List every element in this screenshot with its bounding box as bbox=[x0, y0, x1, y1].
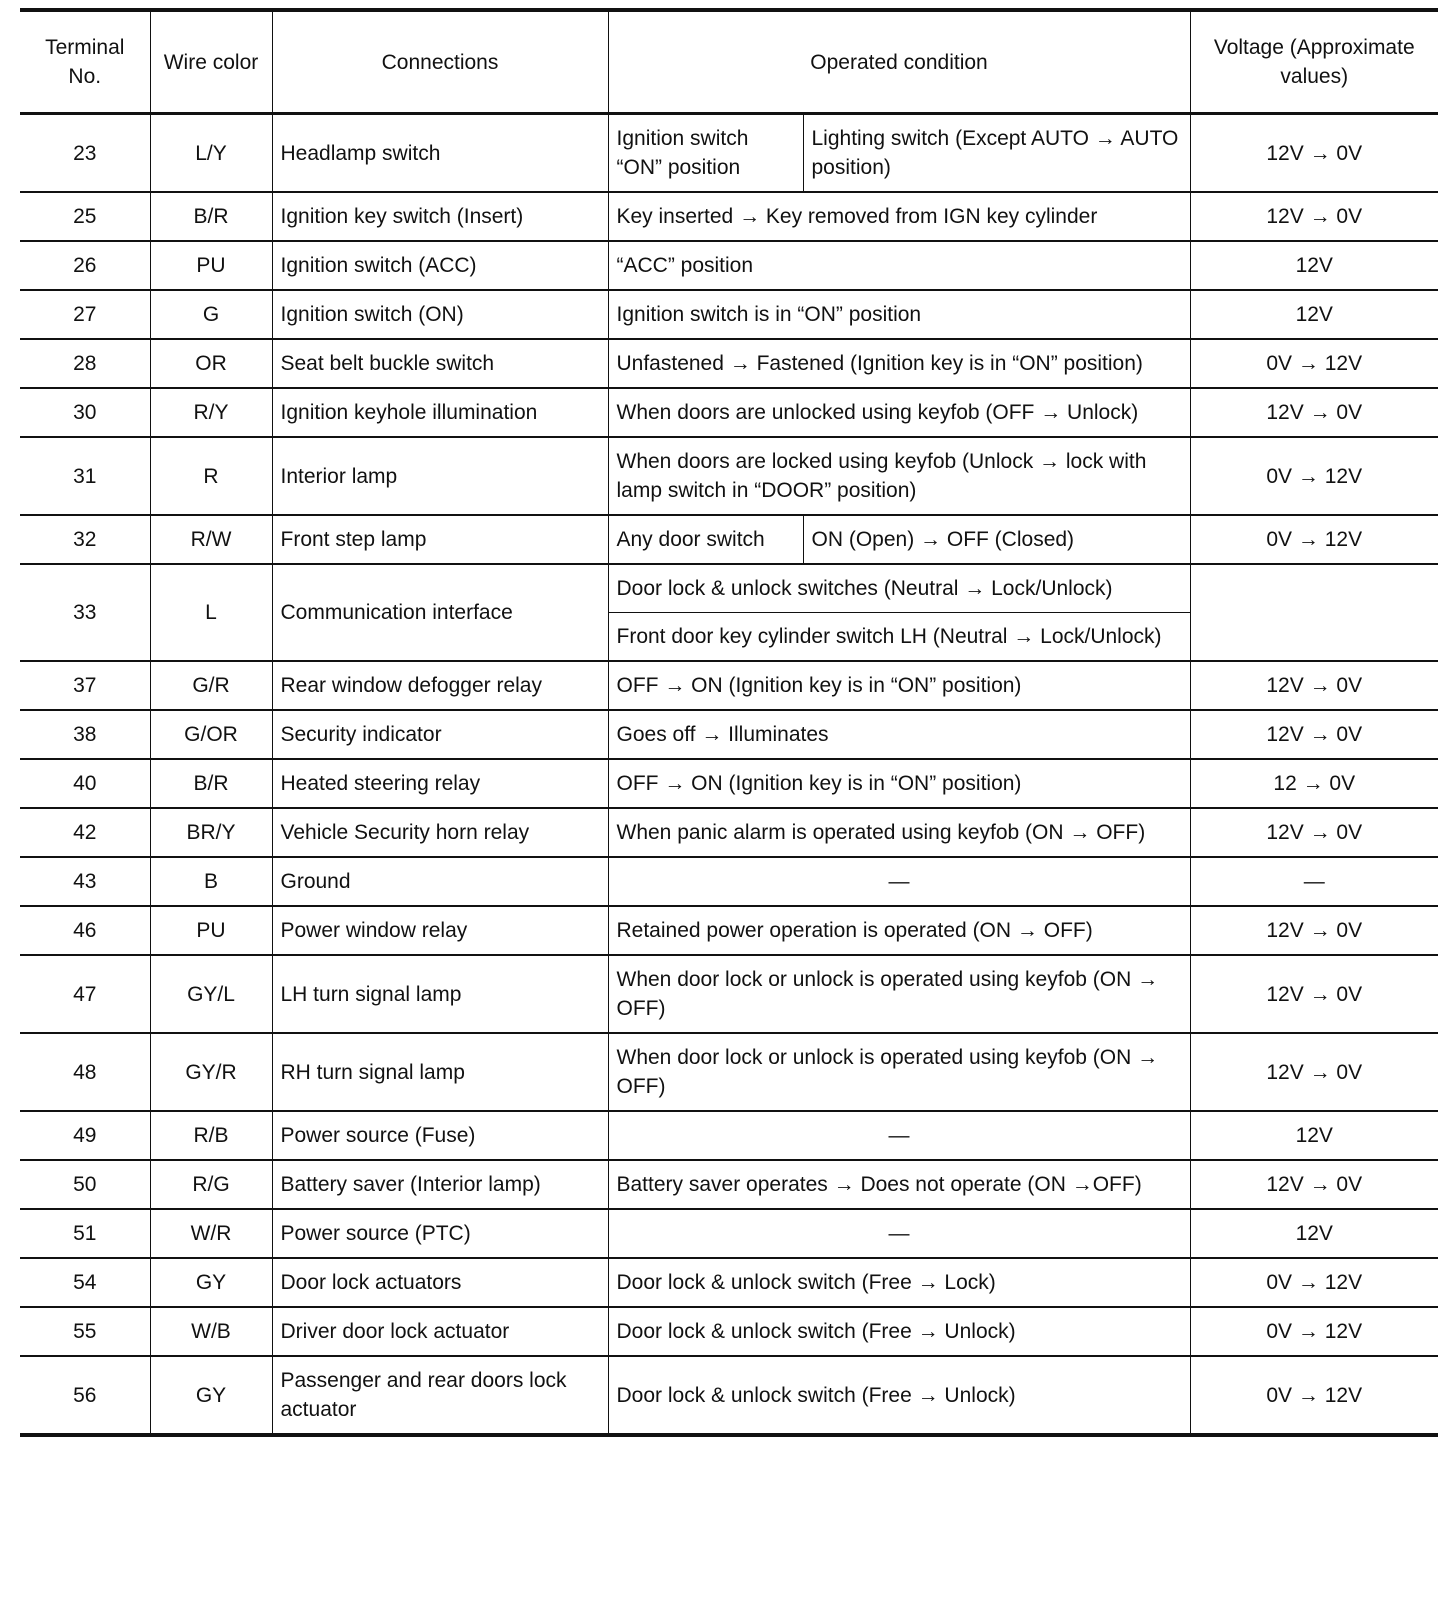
wire-cell: R/B bbox=[150, 1111, 272, 1160]
voltage-cell: 12V bbox=[1190, 1111, 1438, 1160]
condition-cell: — bbox=[608, 1209, 1190, 1258]
connection-cell: Interior lamp bbox=[272, 437, 608, 515]
table-row bbox=[20, 515, 1438, 564]
wire-cell: OR bbox=[150, 339, 272, 388]
voltage-cell: 0V → 12V bbox=[1190, 1258, 1438, 1307]
wire-cell: W/R bbox=[150, 1209, 272, 1258]
wire-cell: G/OR bbox=[150, 710, 272, 759]
terminal-cell: 49 bbox=[20, 1111, 150, 1160]
table-row bbox=[20, 906, 1438, 955]
connection-cell: Passenger and rear doors lock actuator bbox=[272, 1356, 608, 1435]
terminal-cell: 23 bbox=[20, 114, 150, 193]
connection-cell: Driver door lock actuator bbox=[272, 1307, 608, 1356]
voltage-cell: 0V → 12V bbox=[1190, 515, 1438, 564]
condition-cell: OFF → ON (Ignition key is in “ON” position) bbox=[608, 661, 1190, 710]
terminal-cell: 56 bbox=[20, 1356, 150, 1435]
terminal-cell: 28 bbox=[20, 339, 150, 388]
connection-cell: Ignition key switch (Insert) bbox=[272, 192, 608, 241]
condition-cell: — bbox=[608, 1111, 1190, 1160]
terminal-cell: 37 bbox=[20, 661, 150, 710]
terminal-voltage-table bbox=[20, 8, 1438, 1437]
connection-cell: Heated steering relay bbox=[272, 759, 608, 808]
connection-cell: LH turn signal lamp bbox=[272, 955, 608, 1033]
condition-cell: When panic alarm is operated using keyfob (ON → OFF) bbox=[608, 808, 1190, 857]
condition-cell: Unfastened → Fastened (Ignition key is in “ON” position) bbox=[608, 339, 1190, 388]
wire-cell: R/G bbox=[150, 1160, 272, 1209]
connection-cell: Power source (PTC) bbox=[272, 1209, 608, 1258]
table-row bbox=[20, 1033, 1438, 1111]
terminal-cell: 33 bbox=[20, 564, 150, 661]
terminal-cell: 30 bbox=[20, 388, 150, 437]
voltage-cell: 12V → 0V bbox=[1190, 114, 1438, 193]
table-row bbox=[20, 857, 1438, 906]
table-row bbox=[20, 1111, 1438, 1160]
voltage-cell: 12V → 0V bbox=[1190, 388, 1438, 437]
terminal-cell: 42 bbox=[20, 808, 150, 857]
terminal-table-container bbox=[20, 8, 1438, 1437]
condition-cell: When doors are locked using keyfob (Unlock → lock with lamp switch in “DOOR” position) bbox=[608, 437, 1190, 515]
wire-cell: G/R bbox=[150, 661, 272, 710]
wire-cell: GY/R bbox=[150, 1033, 272, 1111]
table-row bbox=[20, 114, 1438, 193]
wire-cell: GY bbox=[150, 1258, 272, 1307]
table-row bbox=[20, 1307, 1438, 1356]
condition-cell: Door lock & unlock switch (Free → Unlock) bbox=[608, 1356, 1190, 1435]
voltage-cell: 12V → 0V bbox=[1190, 1033, 1438, 1111]
table-row bbox=[20, 388, 1438, 437]
header-connections: Connections bbox=[272, 10, 608, 114]
table-row bbox=[20, 192, 1438, 241]
terminal-cell: 54 bbox=[20, 1258, 150, 1307]
voltage-cell: 0V → 12V bbox=[1190, 437, 1438, 515]
wire-cell: L bbox=[150, 564, 272, 661]
voltage-cell: 12V → 0V bbox=[1190, 710, 1438, 759]
voltage-cell: 12V → 0V bbox=[1190, 808, 1438, 857]
connection-cell: Ground bbox=[272, 857, 608, 906]
voltage-cell: 12 → 0V bbox=[1190, 759, 1438, 808]
table-row bbox=[20, 955, 1438, 1033]
wire-cell: R/W bbox=[150, 515, 272, 564]
condition-cell-b: ON (Open) → OFF (Closed) bbox=[803, 515, 1190, 564]
table-row bbox=[20, 437, 1438, 515]
wire-cell: B/R bbox=[150, 192, 272, 241]
condition-cell: When doors are unlocked using keyfob (OFF → Unlock) bbox=[608, 388, 1190, 437]
connection-cell: Headlamp switch bbox=[272, 114, 608, 193]
voltage-cell: 12V bbox=[1190, 290, 1438, 339]
header-wire-color: Wire color bbox=[150, 10, 272, 114]
voltage-cell: — bbox=[1190, 857, 1438, 906]
table-row bbox=[20, 339, 1438, 388]
condition-cell-b: Lighting switch (Except AUTO → AUTO position) bbox=[803, 114, 1190, 193]
table-row bbox=[20, 1160, 1438, 1209]
terminal-cell: 48 bbox=[20, 1033, 150, 1111]
voltage-cell: 0V → 12V bbox=[1190, 1356, 1438, 1435]
voltage-cell bbox=[1190, 564, 1438, 661]
condition-cell-1: Door lock & unlock switches (Neutral → Lock/Unlock) bbox=[608, 564, 1190, 613]
wire-cell: PU bbox=[150, 241, 272, 290]
voltage-cell: 12V → 0V bbox=[1190, 1160, 1438, 1209]
terminal-cell: 46 bbox=[20, 906, 150, 955]
connection-cell: Security indicator bbox=[272, 710, 608, 759]
terminal-cell: 31 bbox=[20, 437, 150, 515]
wire-cell: R bbox=[150, 437, 272, 515]
connection-cell: Ignition switch (ACC) bbox=[272, 241, 608, 290]
voltage-cell: 12V bbox=[1190, 241, 1438, 290]
condition-cell-2: Front door key cylinder switch LH (Neutral → Lock/Unlock) bbox=[608, 613, 1190, 662]
terminal-cell: 27 bbox=[20, 290, 150, 339]
condition-cell: Ignition switch is in “ON” position bbox=[608, 290, 1190, 339]
connection-cell: Ignition switch (ON) bbox=[272, 290, 608, 339]
terminal-cell: 25 bbox=[20, 192, 150, 241]
voltage-cell: 12V → 0V bbox=[1190, 955, 1438, 1033]
condition-cell: Door lock & unlock switch (Free → Lock) bbox=[608, 1258, 1190, 1307]
condition-cell-a: Ignition switch “ON” position bbox=[608, 114, 803, 193]
condition-cell: When door lock or unlock is operated using keyfob (ON → OFF) bbox=[608, 1033, 1190, 1111]
table-row bbox=[20, 661, 1438, 710]
connection-cell: Power window relay bbox=[272, 906, 608, 955]
terminal-cell: 32 bbox=[20, 515, 150, 564]
voltage-cell: 12V → 0V bbox=[1190, 661, 1438, 710]
voltage-cell: 0V → 12V bbox=[1190, 339, 1438, 388]
table-row bbox=[20, 241, 1438, 290]
table-row bbox=[20, 808, 1438, 857]
table-row bbox=[20, 290, 1438, 339]
terminal-cell: 26 bbox=[20, 241, 150, 290]
wire-cell: B bbox=[150, 857, 272, 906]
wire-cell: L/Y bbox=[150, 114, 272, 193]
voltage-cell: 12V bbox=[1190, 1209, 1438, 1258]
header-terminal: Terminal No. bbox=[20, 10, 150, 114]
wire-cell: R/Y bbox=[150, 388, 272, 437]
terminal-cell: 40 bbox=[20, 759, 150, 808]
condition-cell: — bbox=[608, 857, 1190, 906]
connection-cell: Communication interface bbox=[272, 564, 608, 661]
connection-cell: Front step lamp bbox=[272, 515, 608, 564]
wire-cell: W/B bbox=[150, 1307, 272, 1356]
table-row bbox=[20, 759, 1438, 808]
condition-cell: Door lock & unlock switch (Free → Unlock) bbox=[608, 1307, 1190, 1356]
terminal-cell: 51 bbox=[20, 1209, 150, 1258]
voltage-cell: 12V → 0V bbox=[1190, 192, 1438, 241]
wire-cell: G bbox=[150, 290, 272, 339]
table-row bbox=[20, 710, 1438, 759]
voltage-cell: 0V → 12V bbox=[1190, 1307, 1438, 1356]
wire-cell: B/R bbox=[150, 759, 272, 808]
table-row bbox=[20, 1356, 1438, 1435]
header-voltage: Voltage (Approximate values) bbox=[1190, 10, 1438, 114]
terminal-cell: 50 bbox=[20, 1160, 150, 1209]
wire-cell: PU bbox=[150, 906, 272, 955]
condition-cell: Battery saver operates → Does not operate (ON →OFF) bbox=[608, 1160, 1190, 1209]
condition-cell: Retained power operation is operated (ON → OFF) bbox=[608, 906, 1190, 955]
connection-cell: Ignition keyhole illumination bbox=[272, 388, 608, 437]
condition-cell-a: Any door switch bbox=[608, 515, 803, 564]
wire-cell: GY/L bbox=[150, 955, 272, 1033]
terminal-cell: 55 bbox=[20, 1307, 150, 1356]
connection-cell: Battery saver (Interior lamp) bbox=[272, 1160, 608, 1209]
connection-cell: RH turn signal lamp bbox=[272, 1033, 608, 1111]
condition-cell: “ACC” position bbox=[608, 241, 1190, 290]
connection-cell: Seat belt buckle switch bbox=[272, 339, 608, 388]
condition-cell: When door lock or unlock is operated using keyfob (ON → OFF) bbox=[608, 955, 1190, 1033]
terminal-cell: 47 bbox=[20, 955, 150, 1033]
table-row bbox=[20, 1258, 1438, 1307]
header-operated-condition: Operated condition bbox=[608, 10, 1190, 114]
connection-cell: Power source (Fuse) bbox=[272, 1111, 608, 1160]
terminal-cell: 38 bbox=[20, 710, 150, 759]
connection-cell: Rear window defogger relay bbox=[272, 661, 608, 710]
wire-cell: BR/Y bbox=[150, 808, 272, 857]
condition-cell: OFF → ON (Ignition key is in “ON” position) bbox=[608, 759, 1190, 808]
table-row bbox=[20, 1209, 1438, 1258]
condition-cell: Key inserted → Key removed from IGN key cylinder bbox=[608, 192, 1190, 241]
connection-cell: Door lock actuators bbox=[272, 1258, 608, 1307]
condition-cell: Goes off → Illuminates bbox=[608, 710, 1190, 759]
connection-cell: Vehicle Security horn relay bbox=[272, 808, 608, 857]
terminal-cell: 43 bbox=[20, 857, 150, 906]
wire-cell: GY bbox=[150, 1356, 272, 1435]
voltage-cell: 12V → 0V bbox=[1190, 906, 1438, 955]
table-row bbox=[20, 564, 1438, 613]
table-header-row bbox=[20, 10, 1438, 114]
